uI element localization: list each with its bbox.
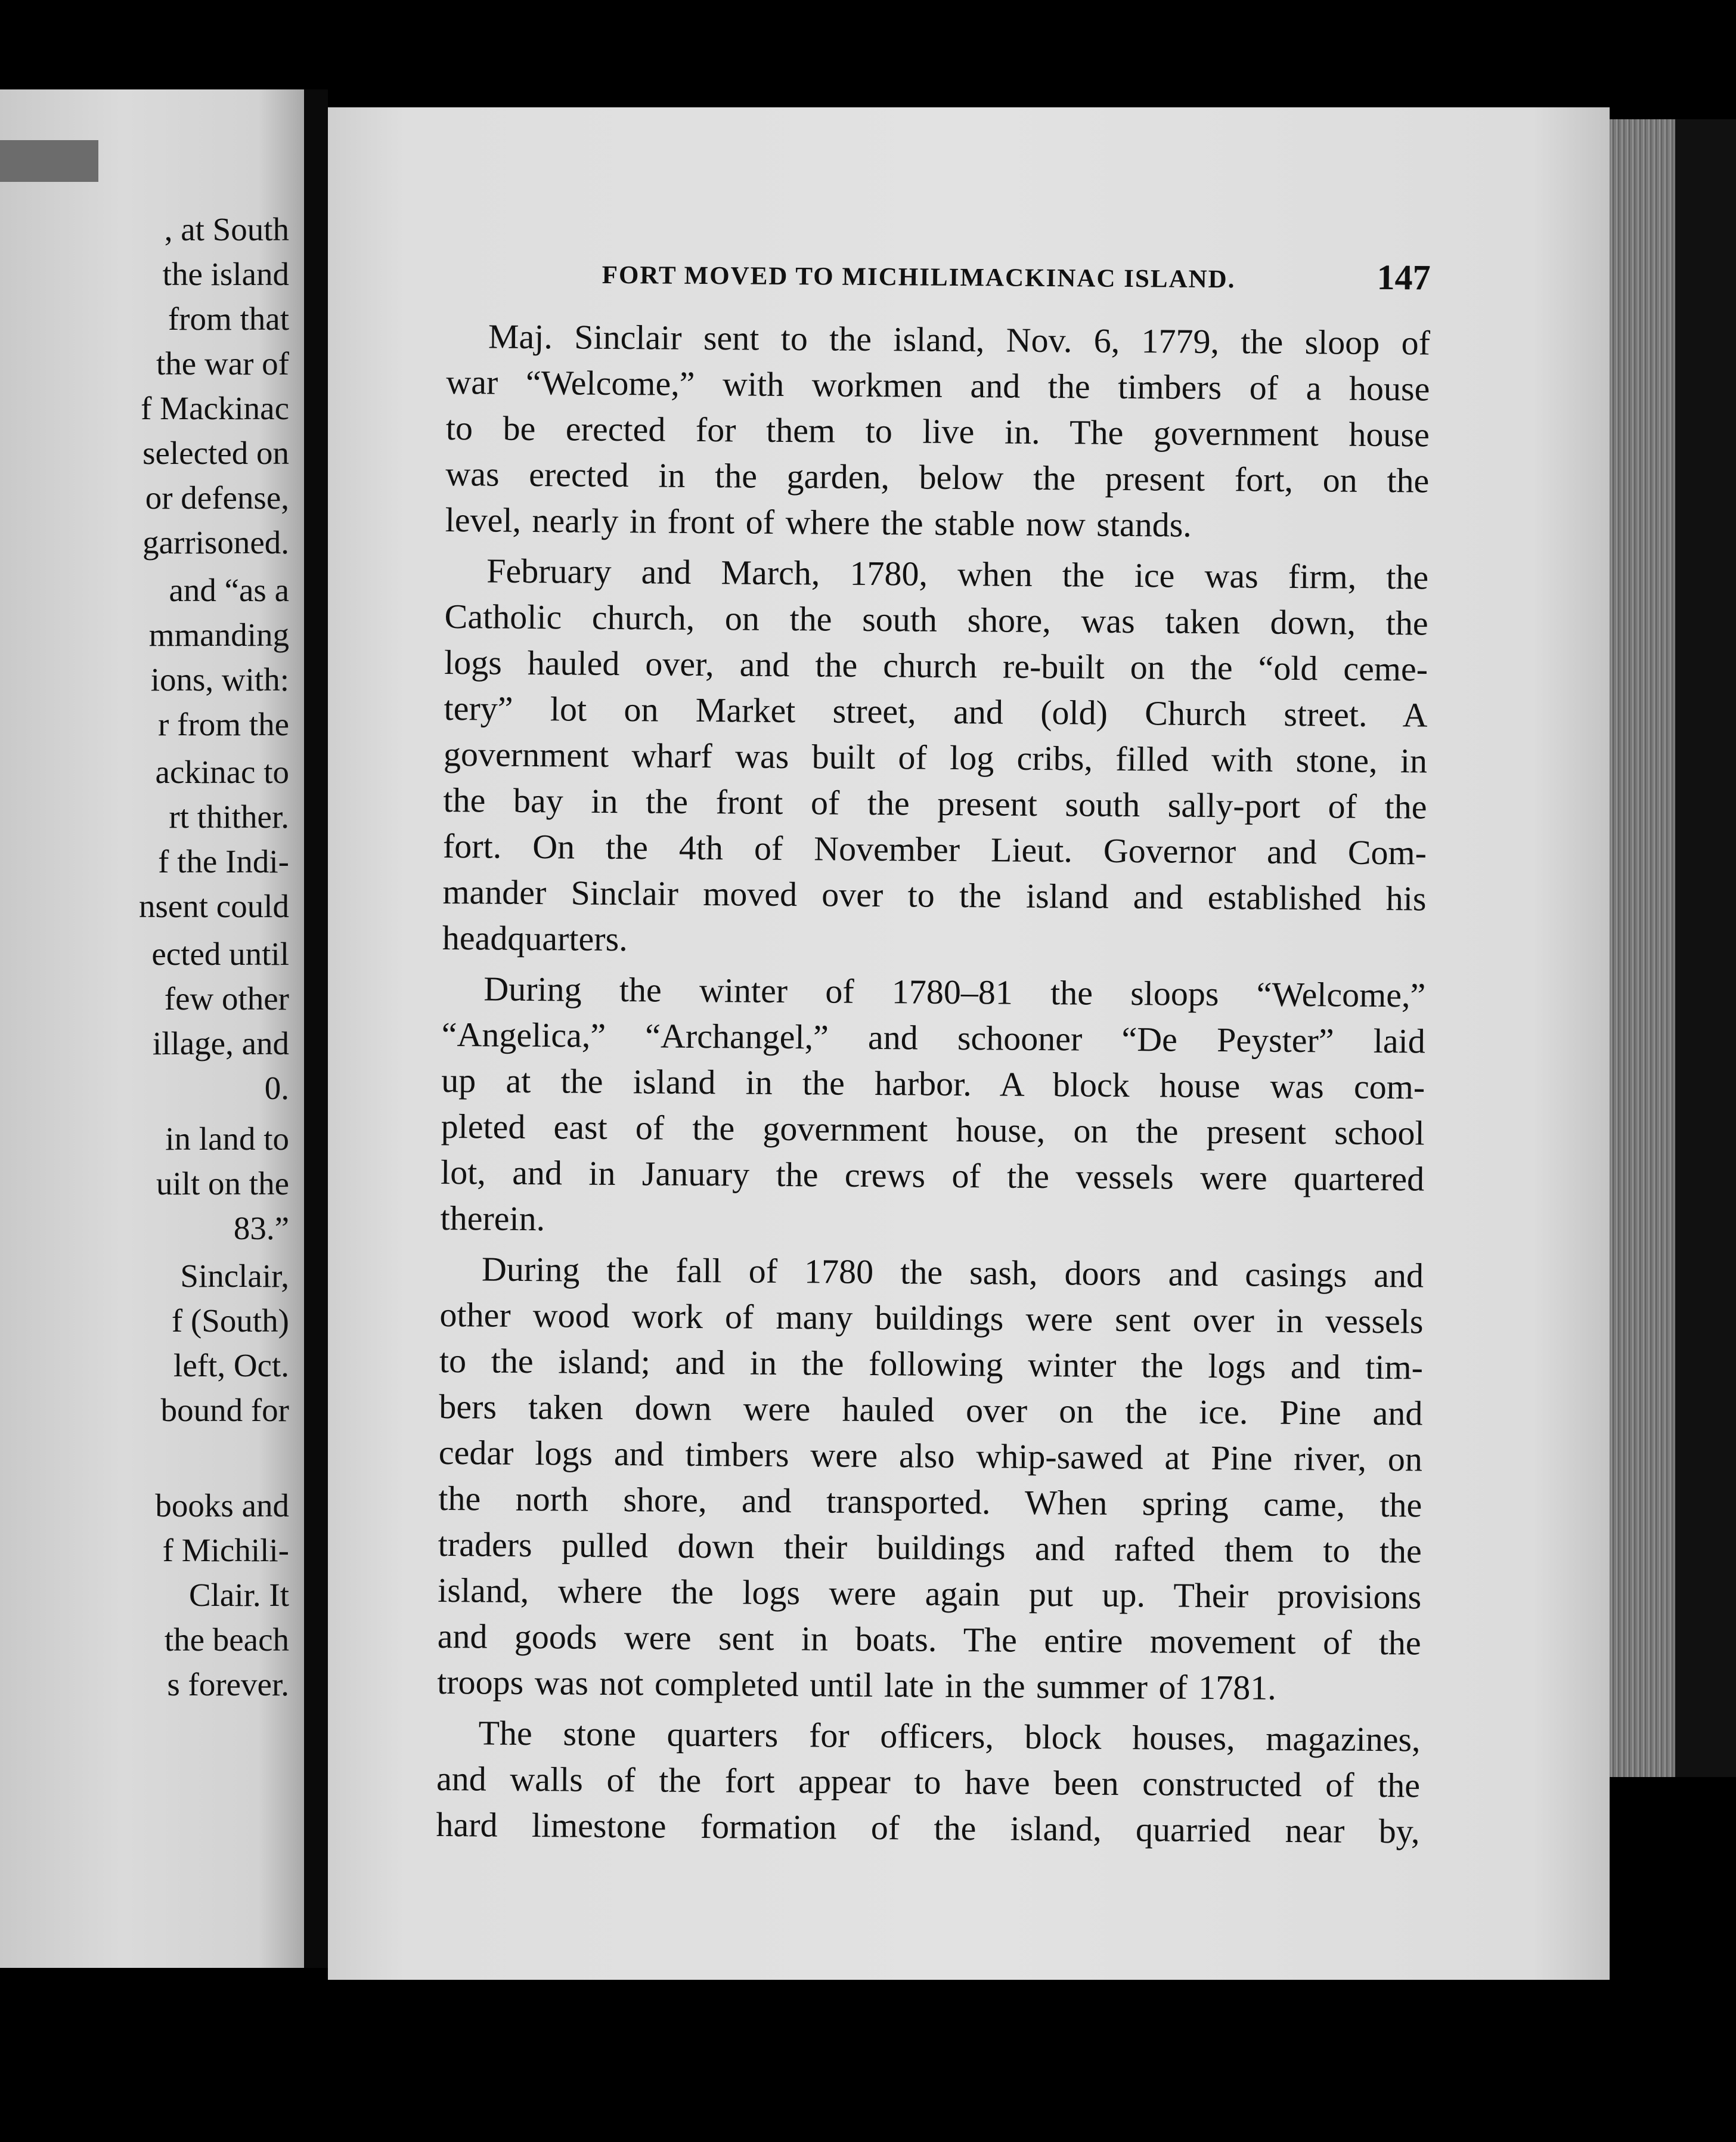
page-tab-marker <box>0 140 98 182</box>
left-page-line: Sinclair, <box>180 1258 289 1294</box>
text-line: pleted east of the government house, on the present school <box>441 1106 1425 1153</box>
text-line: headquarters. <box>442 918 628 959</box>
text-line: the bay in the front of the present south sally-port of the <box>443 780 1427 827</box>
left-page-line: the island <box>162 256 289 292</box>
text-line: bers taken down were hauled over on the ice. Pine and <box>439 1386 1423 1433</box>
text-line: The stone quarters for officers, block houses, magazines, <box>478 1713 1421 1759</box>
left-page-line: Clair. It <box>188 1577 289 1613</box>
text-line: therein. <box>440 1198 545 1239</box>
text-line: mander Sinclair moved over to the island and established his <box>442 872 1427 918</box>
left-facing-page <box>0 89 304 1968</box>
left-page-line: or defense, <box>145 479 289 516</box>
text-line: was erected in the garden, below the present fort, on the <box>445 454 1430 500</box>
text-line: to be erected for them to live in. The government house <box>445 408 1430 454</box>
text-line: Maj. Sinclair sent to the island, Nov. 6, 1779, the sloop of <box>488 317 1431 363</box>
running-head <box>447 247 1431 308</box>
text-line: war “Welcome,” with workmen and the timbers of a house <box>446 362 1430 408</box>
text-line: logs hauled over, and the church re-built on the “old ceme- <box>444 642 1428 689</box>
left-page-line: ackinac to <box>155 754 289 790</box>
left-page-line: f Mackinac <box>141 390 289 426</box>
left-page-line: f Michili- <box>162 1532 289 1568</box>
page-stack-edge <box>1610 119 1675 1777</box>
left-page-line: and “as a <box>169 572 289 608</box>
left-page-line: selected on <box>142 435 289 471</box>
paragraph <box>442 547 1429 968</box>
text-line: island, where the logs were again put up. Their provisions <box>438 1570 1422 1617</box>
left-page-line: in land to <box>165 1120 289 1157</box>
paragraph <box>436 1710 1421 1855</box>
scan-border <box>1675 119 1736 1777</box>
left-page-line: ected until <box>151 936 289 972</box>
left-page-line: bound for <box>160 1392 289 1428</box>
text-line: During the fall of 1780 the sash, doors and casings and <box>481 1249 1424 1295</box>
text-line: lot, and in January the crews of the vessels were quartered <box>440 1152 1425 1199</box>
left-page-line: the war of <box>156 345 289 382</box>
left-page-line: mmanding <box>148 617 289 653</box>
body-text <box>436 313 1430 1854</box>
text-line: Catholic church, on the south shore, was taken down, the <box>444 596 1428 643</box>
paragraph <box>437 1246 1424 1712</box>
left-page-line: garrisoned. <box>142 524 289 561</box>
left-page-line: illage, and <box>152 1025 289 1061</box>
book-spine-gutter <box>304 89 328 1968</box>
text-line: troops was not completed until late in the summer of 1781. <box>436 1662 1276 1707</box>
right-page <box>328 107 1610 1980</box>
left-page-line: from that <box>168 301 289 337</box>
text-line: February and March, 1780, when the ice was firm, the <box>486 551 1429 597</box>
left-page-line: the beach <box>164 1621 289 1658</box>
text-line: level, nearly in front of where the stable now stands. <box>445 500 1192 544</box>
left-page-line: left, Oct. <box>173 1347 289 1383</box>
page-number: 147 <box>1377 257 1431 298</box>
paragraph <box>445 313 1431 550</box>
left-page-line: nsent could <box>138 888 289 924</box>
left-page-line: r from the <box>158 706 289 742</box>
text-line: government wharf was built of log cribs, filled with stone, in <box>443 734 1428 781</box>
left-page-line: f the Indi- <box>158 843 289 880</box>
text-line: other wood work of many buildings were sent over in vessels <box>439 1295 1424 1341</box>
paragraph <box>440 965 1425 1248</box>
left-page-line: s forever. <box>167 1666 289 1703</box>
left-page-line: f (South) <box>171 1302 289 1339</box>
left-page-line: books and <box>155 1487 289 1524</box>
page-content <box>436 247 1431 1859</box>
text-line: the north shore, and transported. When spring came, the <box>438 1478 1422 1525</box>
running-head-title: FORT MOVED TO MICHILIMACKINAC ISLAND. <box>602 261 1236 294</box>
left-page-line: uilt on the <box>156 1165 289 1202</box>
left-page-line: 0. <box>264 1070 289 1106</box>
text-line: to the island; and in the following winter the logs and tim- <box>439 1341 1424 1387</box>
left-page-line: few other <box>164 980 289 1017</box>
text-line: and walls of the fort appear to have been constructed of the <box>436 1759 1421 1805</box>
text-line: During the winter of 1780–81 the sloops “Welcome,” <box>483 969 1426 1015</box>
text-line: fort. On the 4th of November Lieut. Governor and Com- <box>442 826 1427 872</box>
left-page-line: rt thither. <box>169 798 289 835</box>
left-page-line: 83.” <box>233 1210 289 1246</box>
text-line: and goods were sent in boats. The entire movement of the <box>437 1616 1421 1663</box>
text-line: tery” lot on Market street, and (old) Church street. A <box>444 688 1428 735</box>
text-line: up at the island in the harbor. A block house was com- <box>441 1060 1425 1107</box>
text-line: cedar logs and timbers were also whip-sawed at Pine river, on <box>438 1432 1423 1479</box>
text-line: hard limestone formation of the island, quarried near by, <box>436 1804 1420 1851</box>
text-line: “Angelica,” “Archangel,” and schooner “De Peyster” laid <box>441 1014 1425 1061</box>
text-line: traders pulled down their buildings and rafted them to the <box>438 1524 1422 1571</box>
left-page-line: ions, with: <box>150 661 289 698</box>
left-page-line: , at South <box>164 211 289 247</box>
